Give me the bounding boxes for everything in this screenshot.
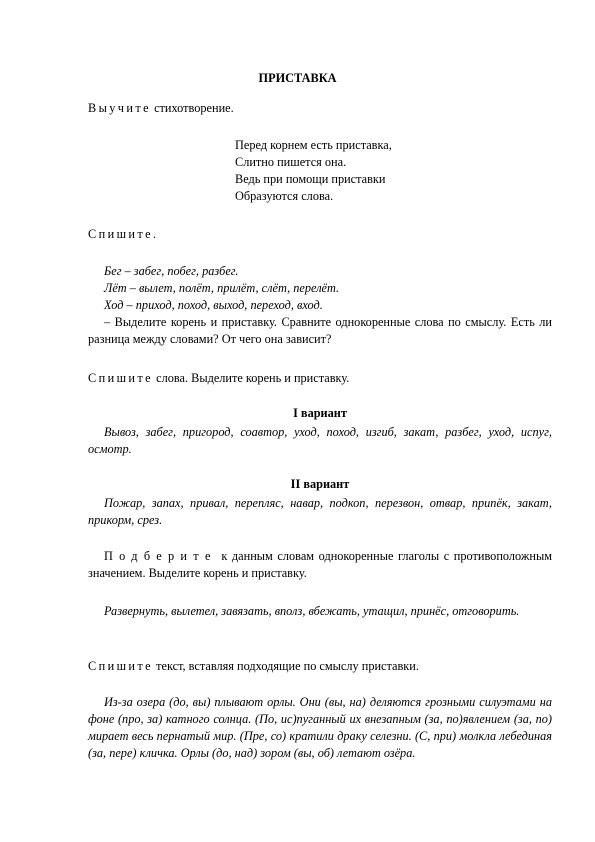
- learn-lead: Выучите: [88, 101, 152, 115]
- learn-instruction: [88, 100, 552, 117]
- select-rest: к данным словам однокоренные глаголы с противоположным значением. Выделите корень и приставку.: [88, 549, 552, 580]
- copy1-instruction: [88, 226, 552, 243]
- learn-rest: стихотворение.: [151, 101, 234, 115]
- example-line: Лёт – вылет, полёт, прилёт, слёт, перелёт.: [104, 281, 340, 295]
- copy3-instruction: [88, 658, 552, 675]
- page-title: ПРИСТАВКА: [258, 71, 337, 85]
- copy2-lead: Спишите: [88, 371, 154, 385]
- select-instruction: [88, 548, 552, 582]
- poem-line: Перед корнем есть приставка,: [235, 138, 392, 152]
- copy3-text: Из-за озера (до, вы) плывают орлы. Они (вы, на) деляются грозными силуэтами на фоне (про, за) катного солнца. (По, ис)пуганный их внезапным (за, по)явлением (за, по) мирает весь пернатый мир. (Пре, со) кратили драку селезни. (С, при) молкла лебединая (за, пере) кличка. Орлы (до, над) зором (вы, об) летают озёра.: [88, 695, 552, 760]
- example-line: Бег – забег, побег, разбег.: [104, 264, 239, 278]
- copy3-lead: Спишите: [88, 659, 154, 673]
- poem-line: Слитно пишется она.: [235, 155, 347, 169]
- poem: [235, 137, 392, 205]
- variant1-words: Вывоз, забег, пригород, соавтор, уход, поход, изгиб, закат, разбег, уход, испуг, осмотр.: [88, 425, 552, 456]
- variant2-heading: II вариант: [290, 477, 350, 491]
- copy2-instruction: [88, 370, 552, 387]
- copy3-rest: текст, вставляя подходящие по смыслу приставки.: [153, 659, 419, 673]
- copy2-rest: слова. Выделите корень и приставку.: [153, 371, 350, 385]
- select-lead: Подберите: [104, 549, 217, 563]
- example-list: [88, 263, 552, 314]
- poem-line: Ведь при помощи приставки: [235, 172, 386, 186]
- copy1-lead: Спишите.: [88, 227, 159, 241]
- variant2-words: Пожар, запах, привал, перепляс, навар, подкоп, перезвон, отвар, припёк, закат, прикорм, срез.: [88, 496, 552, 527]
- select-words: Развернуть, вылетел, завязать, вполз, вбежать, утащил, принёс, отговорить.: [104, 604, 520, 618]
- copy1-task: – Выделите корень и приставку. Сравните однокоренные слова по смыслу. Есть ли разница между словами? От чего она зависит?: [88, 315, 552, 346]
- poem-line: Образуются слова.: [235, 189, 334, 203]
- example-line: Ход – приход, поход, выход, переход, вход.: [104, 298, 323, 312]
- variant1-heading: I вариант: [293, 406, 347, 420]
